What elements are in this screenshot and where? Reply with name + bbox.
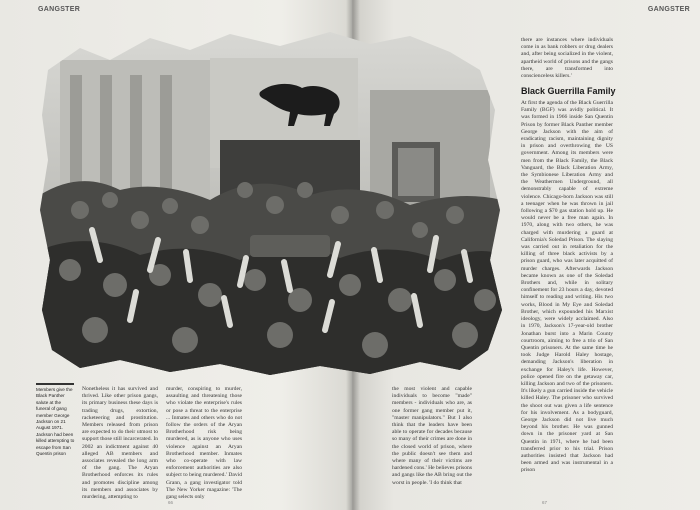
article-column-3 [392,386,472,487]
photo-caption: Members give the Black Panther salute at the funeral of gang member George Jackson on 21 August 1971. Jackson had been killed attempting to escape from San Quentin prison [36,387,75,457]
column-1-text: Nonetheless it has survived and thrived. Like other prison gangs, its primary business these days is trading drugs, extortion, racketeering and prostitution. Members released from prison are expected to do their utmost to support those still incarcerated. In 2002 an indictment against 40 alleged AB members and associates revealed the long arm of the gang. The Aryan Brotherhood enforces its rules and promotes discipline among its members and associates by murdering, attempting to [82,386,158,501]
right-column-body: At first the agenda of the Black Guerrilla Family (BGF) was avidly political. It was formed in 1966 inside San Quentin Prison by former Black Panther member George Jackson with the aim of eradicating racism, maintaining dignity in prison and overthrowing the US government. Among its members were men from the Black Family, the Black Vanguard, the Black Liberation Army, the Symbionese Liberation Army and the Weathermen Underground, all demonstrably capable of extreme violence. Chicago-born Jackson was still a teenager when he was thrown in jail following a $70 gas station hold up. He would never be a free man again. In 1970, along with two others, he was charged with murdering a guard at California's Soledad Prison. The slaying was carried out in retaliation for the killing of three black activists by a prison guard, who was later acquitted of murder charges. Afterwards Jackson became known as one of the Soledad Brothers and, while in solitary confinement for 23 hours a day, devoted himself to reading and writing. His two works, Blood in My Eye and Soledad Brother, which expounded his Marxist ideology, were widely acclaimed. Also in 1970, Jackson's 17-year-old brother Jonathan burst into a Marin County courtroom, aiming to free a trio of San Quentin prisoners. At the same time he took Judge Harold Haley hostage, demanding Jackson's liberation in exchange for Haley's life. However, police opened fire on the getaway car, killing Jackson and two of the prisoners. It's likely a gun carried inside the vehicle killed Haley. The prisoner who survived the shoot out was given a life sentence for his involvement. As a bodyguard, George Jackson did not live much beyond his brother. He was gunned down in the prisoner yard at San Quentin in 1971, where he had been transferred prior to his trial. Prison authorities insisted that Jackson had been armed and was instrumental in a prison [521,100,613,474]
right-column-top-text: there are instances where individuals come in as bank robbers or drug dealers and, after being socialized in the violent, apartheid world of prisons and the gangs there, are transformed into conscienceless killers.' [521,37,613,80]
column-3-text: the most violent and capable individuals to become "made" members - individuals who are, as one former gang member put it, "master manipulators." But I also think that the leaders have been able to operate for decades because so many of their crimes are done in the closed world of prison, where the public doesn't see them and where many of their victims are hardened cons.' He believes prisons and gangs like the AB bring out the worst in people. 'I do think that [392,386,472,486]
section-subhead: Black Guerrilla Family [521,86,616,96]
running-head-left: GANGSTER [38,6,81,13]
article-column-2 [166,386,242,501]
article-column-1 [82,386,158,501]
page-number-left: 66 [168,500,174,505]
page-number-right: 67 [542,500,548,505]
funeral-crowd-photo [40,30,502,375]
column-2-text: murder, conspiring to murder, assaulting and threatening those who violate the enterprise's rules or pose a threat to the enterprise ... Inmates and others who do not follow the orders of the Aryan Brotherhood risk being murdered, as is anyone who uses violence against an Aryan Brotherhood member. Inmates who co-operate with law enforcement authorities are also subject to being murdered.' David Grann, a gang investigator told The New Yorker magazine: 'The gang selects only [166,386,242,501]
running-head-right: GANGSTER [647,6,690,13]
